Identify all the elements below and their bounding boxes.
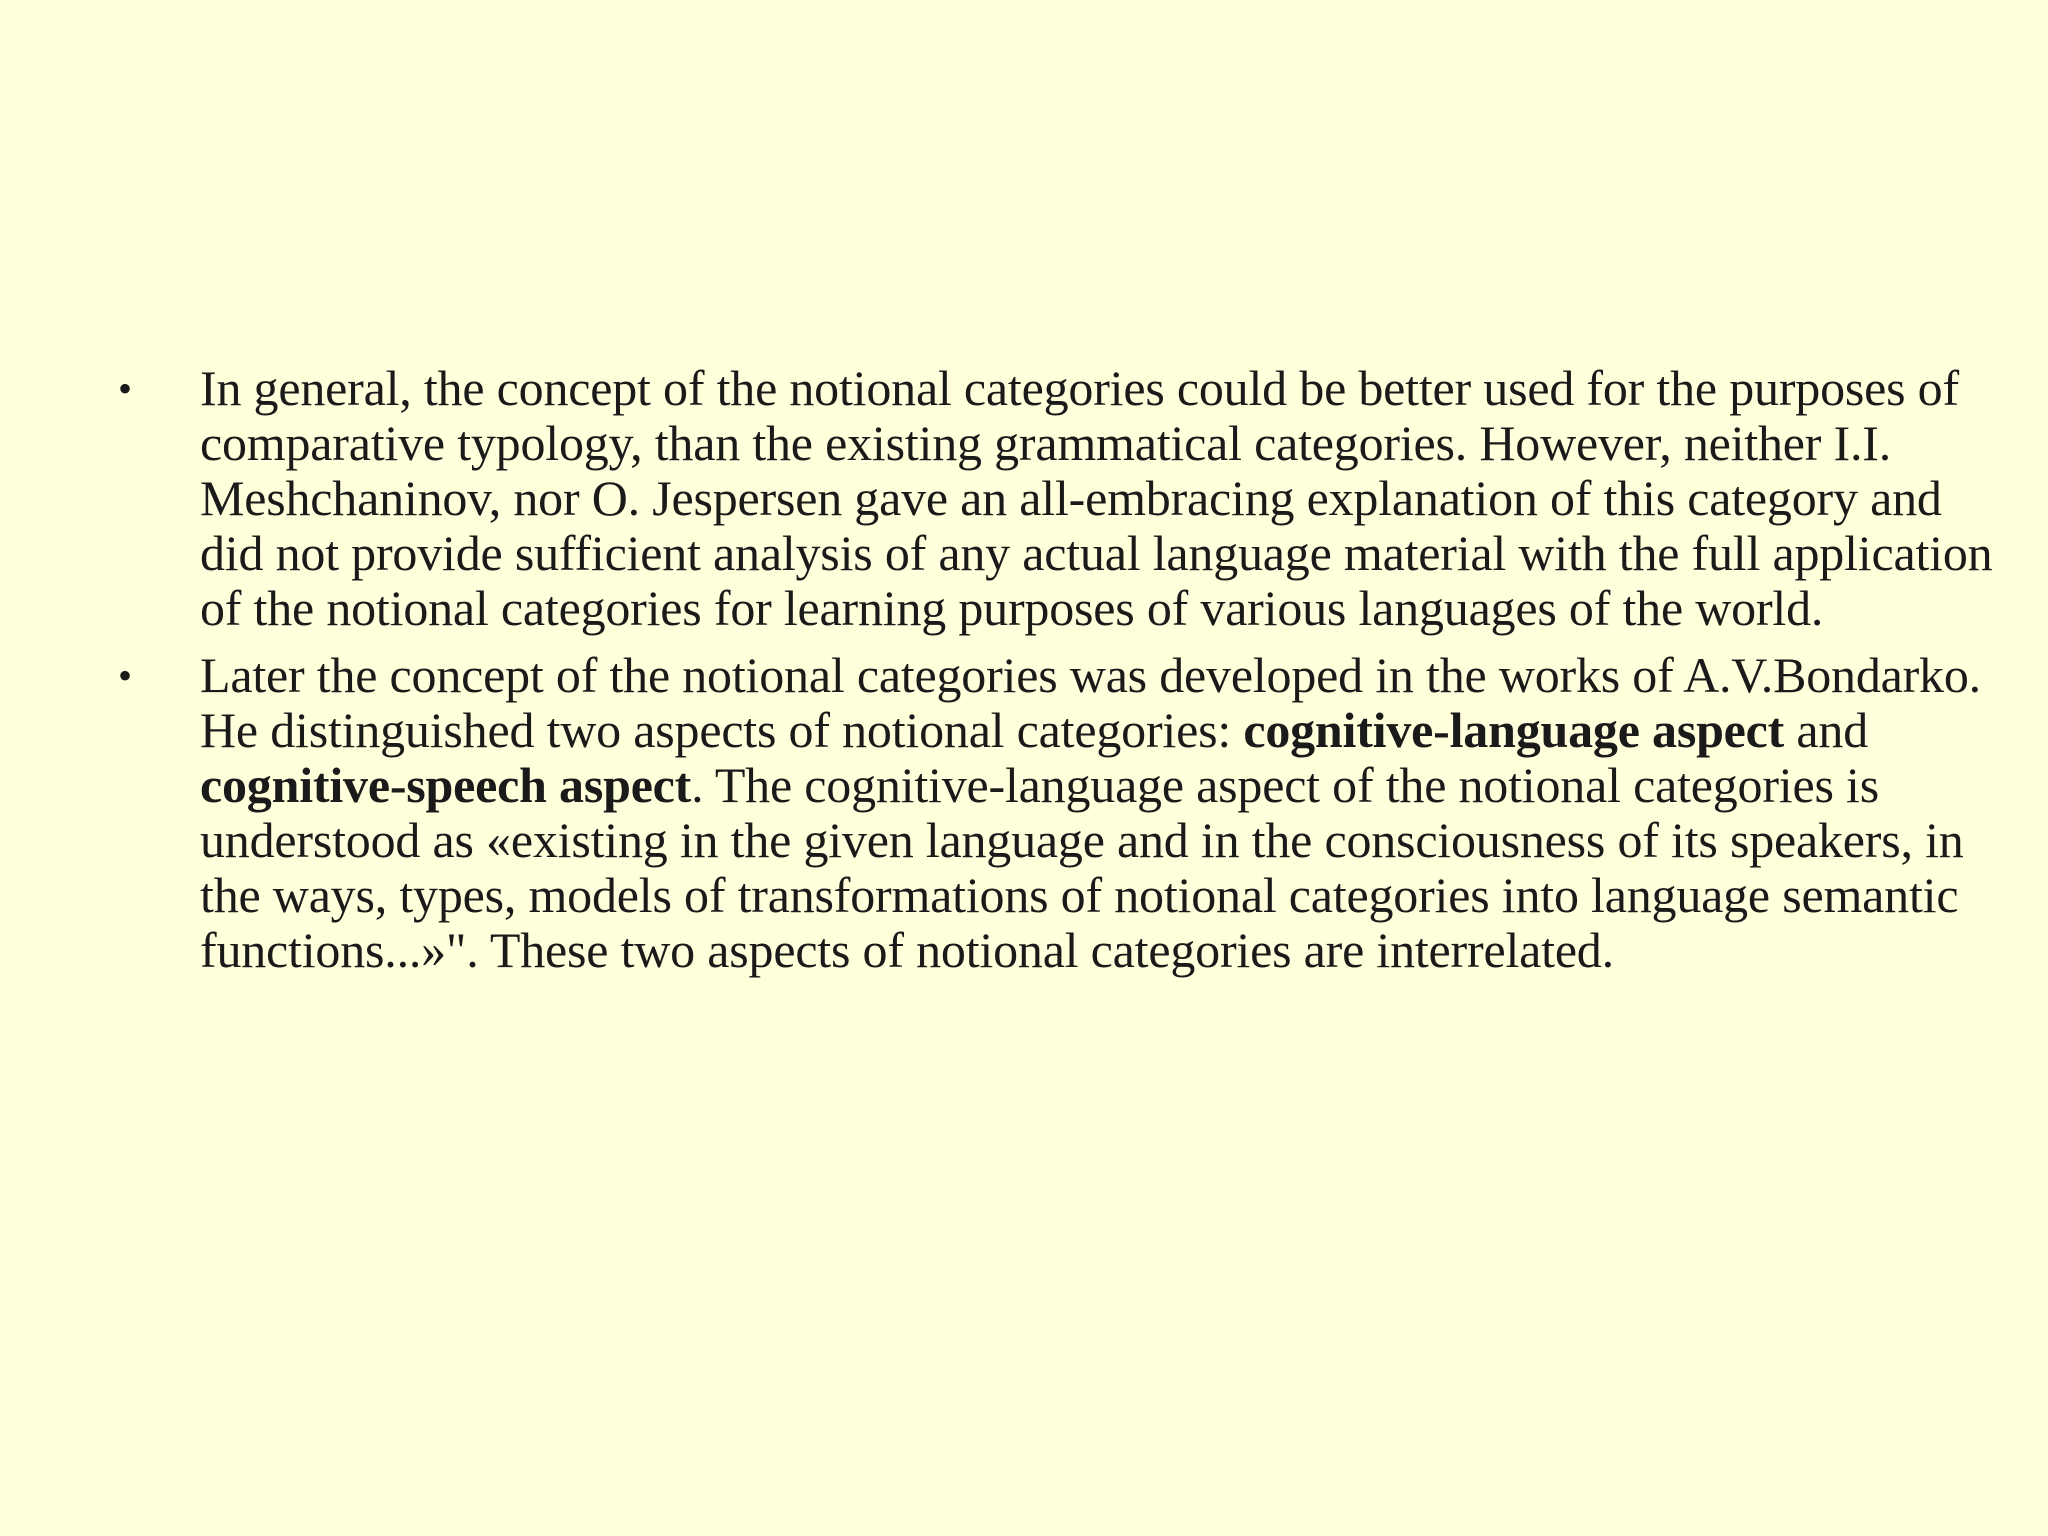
bullet-item-notional-categories-general	[118, 361, 1998, 636]
bullet-text-intro: Later the concept of the notional categories was developed in the works of A.V.Bondarko. He distinguished two aspects of notional categories:	[200, 647, 1981, 758]
cognitive-language-aspect-term: cognitive-language aspect	[1243, 702, 1785, 758]
bullet-item-bondarko-aspects	[118, 648, 1998, 978]
bullet-text: In general, the concept of the notional categories could be better used for the purposes of comparative typology, than the existing grammatical categories. However, neither I.I. Meshchaninov, nor O. Jespersen gave an all-embracing explanation of this category and did not provide sufficient analysis of any actual language material with the full application of the notional categories for learning purposes of various languages of the world.	[200, 360, 1993, 636]
bullet-text	[200, 648, 1998, 978]
bullet-text-conclusion: . The cognitive-language aspect of the notional categories is understood as «existing in the given language and in the consciousness of its speakers, in the ways, types, models of transformations of notional categories into language semantic functions...»". These two aspects of notional categories are interrelated.	[200, 757, 1964, 978]
bullet-icon: •	[118, 366, 132, 411]
bullet-text-connector: and	[1784, 702, 1869, 758]
cognitive-speech-aspect-term: cognitive-speech aspect	[200, 757, 692, 813]
bullet-list	[118, 361, 1998, 978]
bullet-icon: •	[118, 653, 132, 698]
